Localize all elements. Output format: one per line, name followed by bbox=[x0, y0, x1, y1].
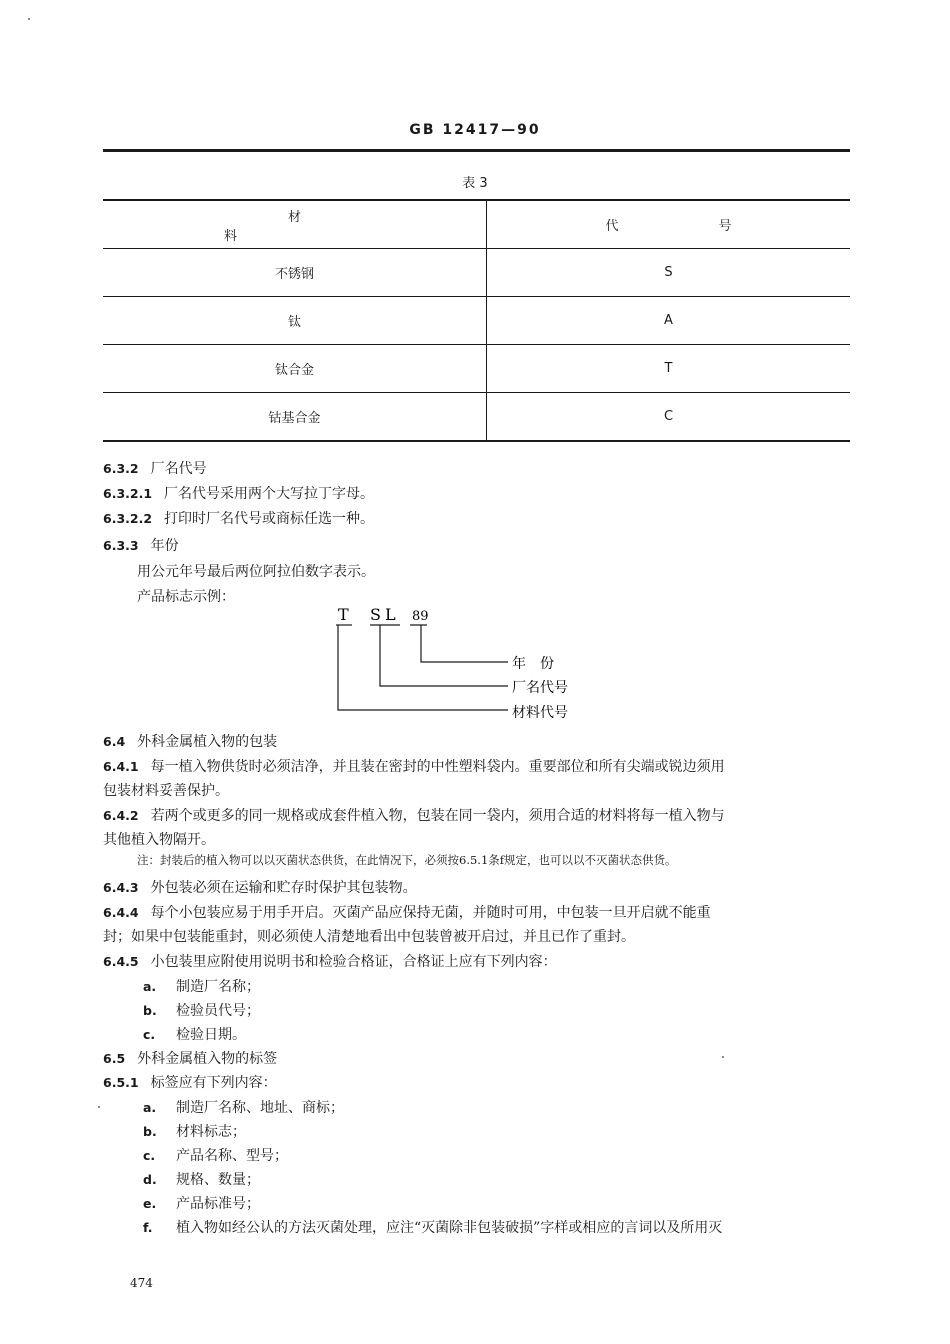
diagram-label-material: 材料代号 bbox=[512, 705, 568, 721]
table-row bbox=[103, 297, 850, 345]
list-item: a. 制造厂名称、地址、商标； bbox=[143, 1100, 344, 1116]
material-leader-line bbox=[338, 625, 508, 710]
list-item: d. 规格、数量； bbox=[143, 1172, 260, 1188]
code-cell: A bbox=[487, 297, 851, 345]
list-item: a. 制造厂名称； bbox=[143, 979, 260, 995]
material-cell: 钴基合金 bbox=[103, 393, 487, 442]
table-row bbox=[103, 393, 850, 442]
material-cell: 不锈钢 bbox=[103, 249, 487, 297]
note: 注：封装后的植入物可以以灭菌状态供货，在此情况下，必须按6.5.1条f规定，也可以以不灭菌状态供货。 bbox=[137, 853, 677, 867]
example-label: 产品标志示例： bbox=[137, 589, 235, 605]
page-number: 474 bbox=[130, 1276, 153, 1290]
maker-leader-line bbox=[380, 625, 508, 686]
table-caption: 表 3 bbox=[462, 176, 488, 191]
section-6-3-2-2: 6.3.2.2 打印时厂名代号或商标任选一种。 bbox=[103, 511, 375, 527]
scan-speck bbox=[28, 18, 30, 20]
material-code-table bbox=[103, 199, 850, 442]
list-item: c. 产品名称、型号； bbox=[143, 1148, 288, 1164]
material-cell: 钛合金 bbox=[103, 345, 487, 393]
section-6-4-5: 6.4.5 小包装里应附使用说明书和检验合格证，合格证上应有下列内容： bbox=[103, 954, 557, 970]
diagram-label-maker: 厂名代号 bbox=[512, 680, 568, 696]
list-item: c. 检验日期。 bbox=[143, 1027, 246, 1043]
section-6-4-2: 6.4.2 若两个或更多的同一规格或成套件植入物，包装在同一袋内，须用合适的材料将每一植入物与 bbox=[103, 808, 725, 824]
table-row bbox=[103, 249, 850, 297]
code-cell: C bbox=[487, 393, 851, 442]
year-leader-line bbox=[421, 625, 508, 662]
diagram-label-year: 年 份 bbox=[512, 656, 554, 672]
section-6-5-1: 6.5.1 标签应有下列内容： bbox=[103, 1075, 277, 1091]
material-cell: 钛 bbox=[103, 297, 487, 345]
section-6-3-2: 6.3.2 厂名代号 bbox=[103, 461, 207, 477]
code-cell: T bbox=[487, 345, 851, 393]
section-6-4-4-cont: 封；如果中包装能重封，则必须使人清楚地看出中包装曾被开启过，并且已作了重封。 bbox=[103, 929, 635, 945]
section-6-4-3: 6.4.3 外包装必须在运输和贮存时保护其包装物。 bbox=[103, 880, 417, 896]
section-6-4-1: 6.4.1 每一植入物供货时必须洁净，并且装在密封的中性塑料袋内。重要部位和所有尖端或锐边须用 bbox=[103, 759, 725, 775]
diagram-year: 89 bbox=[412, 609, 429, 624]
section-6-3-3-body: 用公元年号最后两位阿拉伯数字表示。 bbox=[137, 564, 375, 580]
list-item: e. 产品标准号； bbox=[143, 1196, 260, 1212]
section-6-4-2-cont: 其他植入物隔开。 bbox=[103, 832, 215, 848]
scan-speck bbox=[98, 1106, 100, 1108]
column-header-code: 代号 bbox=[487, 200, 851, 249]
section-6-3-3: 6.3.3 年份 bbox=[103, 538, 179, 554]
header-rule bbox=[103, 149, 850, 152]
table-row bbox=[103, 345, 850, 393]
standard-number: GB 12417—90 bbox=[409, 122, 541, 138]
section-6-4-4: 6.4.4 每个小包装应易于用手开启。灭菌产品应保持无菌，并随时可用，中包装一旦开启就不能重 bbox=[103, 905, 711, 921]
section-6-4: 6.4 外科金属植入物的包装 bbox=[103, 734, 278, 750]
list-item: b. 材料标志； bbox=[143, 1124, 246, 1140]
list-item: b. 检验员代号； bbox=[143, 1003, 260, 1019]
section-6-3-2-1: 6.3.2.1 厂名代号采用两个大写拉丁字母。 bbox=[103, 486, 375, 502]
column-header-material: 材料 bbox=[103, 200, 487, 249]
table-header-row bbox=[103, 200, 850, 249]
section-6-4-1-cont: 包装材料妥善保护。 bbox=[103, 783, 229, 799]
product-marking-diagram bbox=[300, 600, 600, 725]
section-6-5: 6.5 外科金属植入物的标签 bbox=[103, 1051, 278, 1067]
code-cell: S bbox=[487, 249, 851, 297]
diagram-maker-code: SL bbox=[370, 605, 400, 624]
list-item: f. 植入物如经公认的方法灭菌处理，应注“灭菌除非包装破损”字样或相应的言词以及所用灭 bbox=[143, 1220, 723, 1236]
scan-speck bbox=[722, 1056, 724, 1058]
diagram-material-code: T bbox=[338, 605, 349, 624]
